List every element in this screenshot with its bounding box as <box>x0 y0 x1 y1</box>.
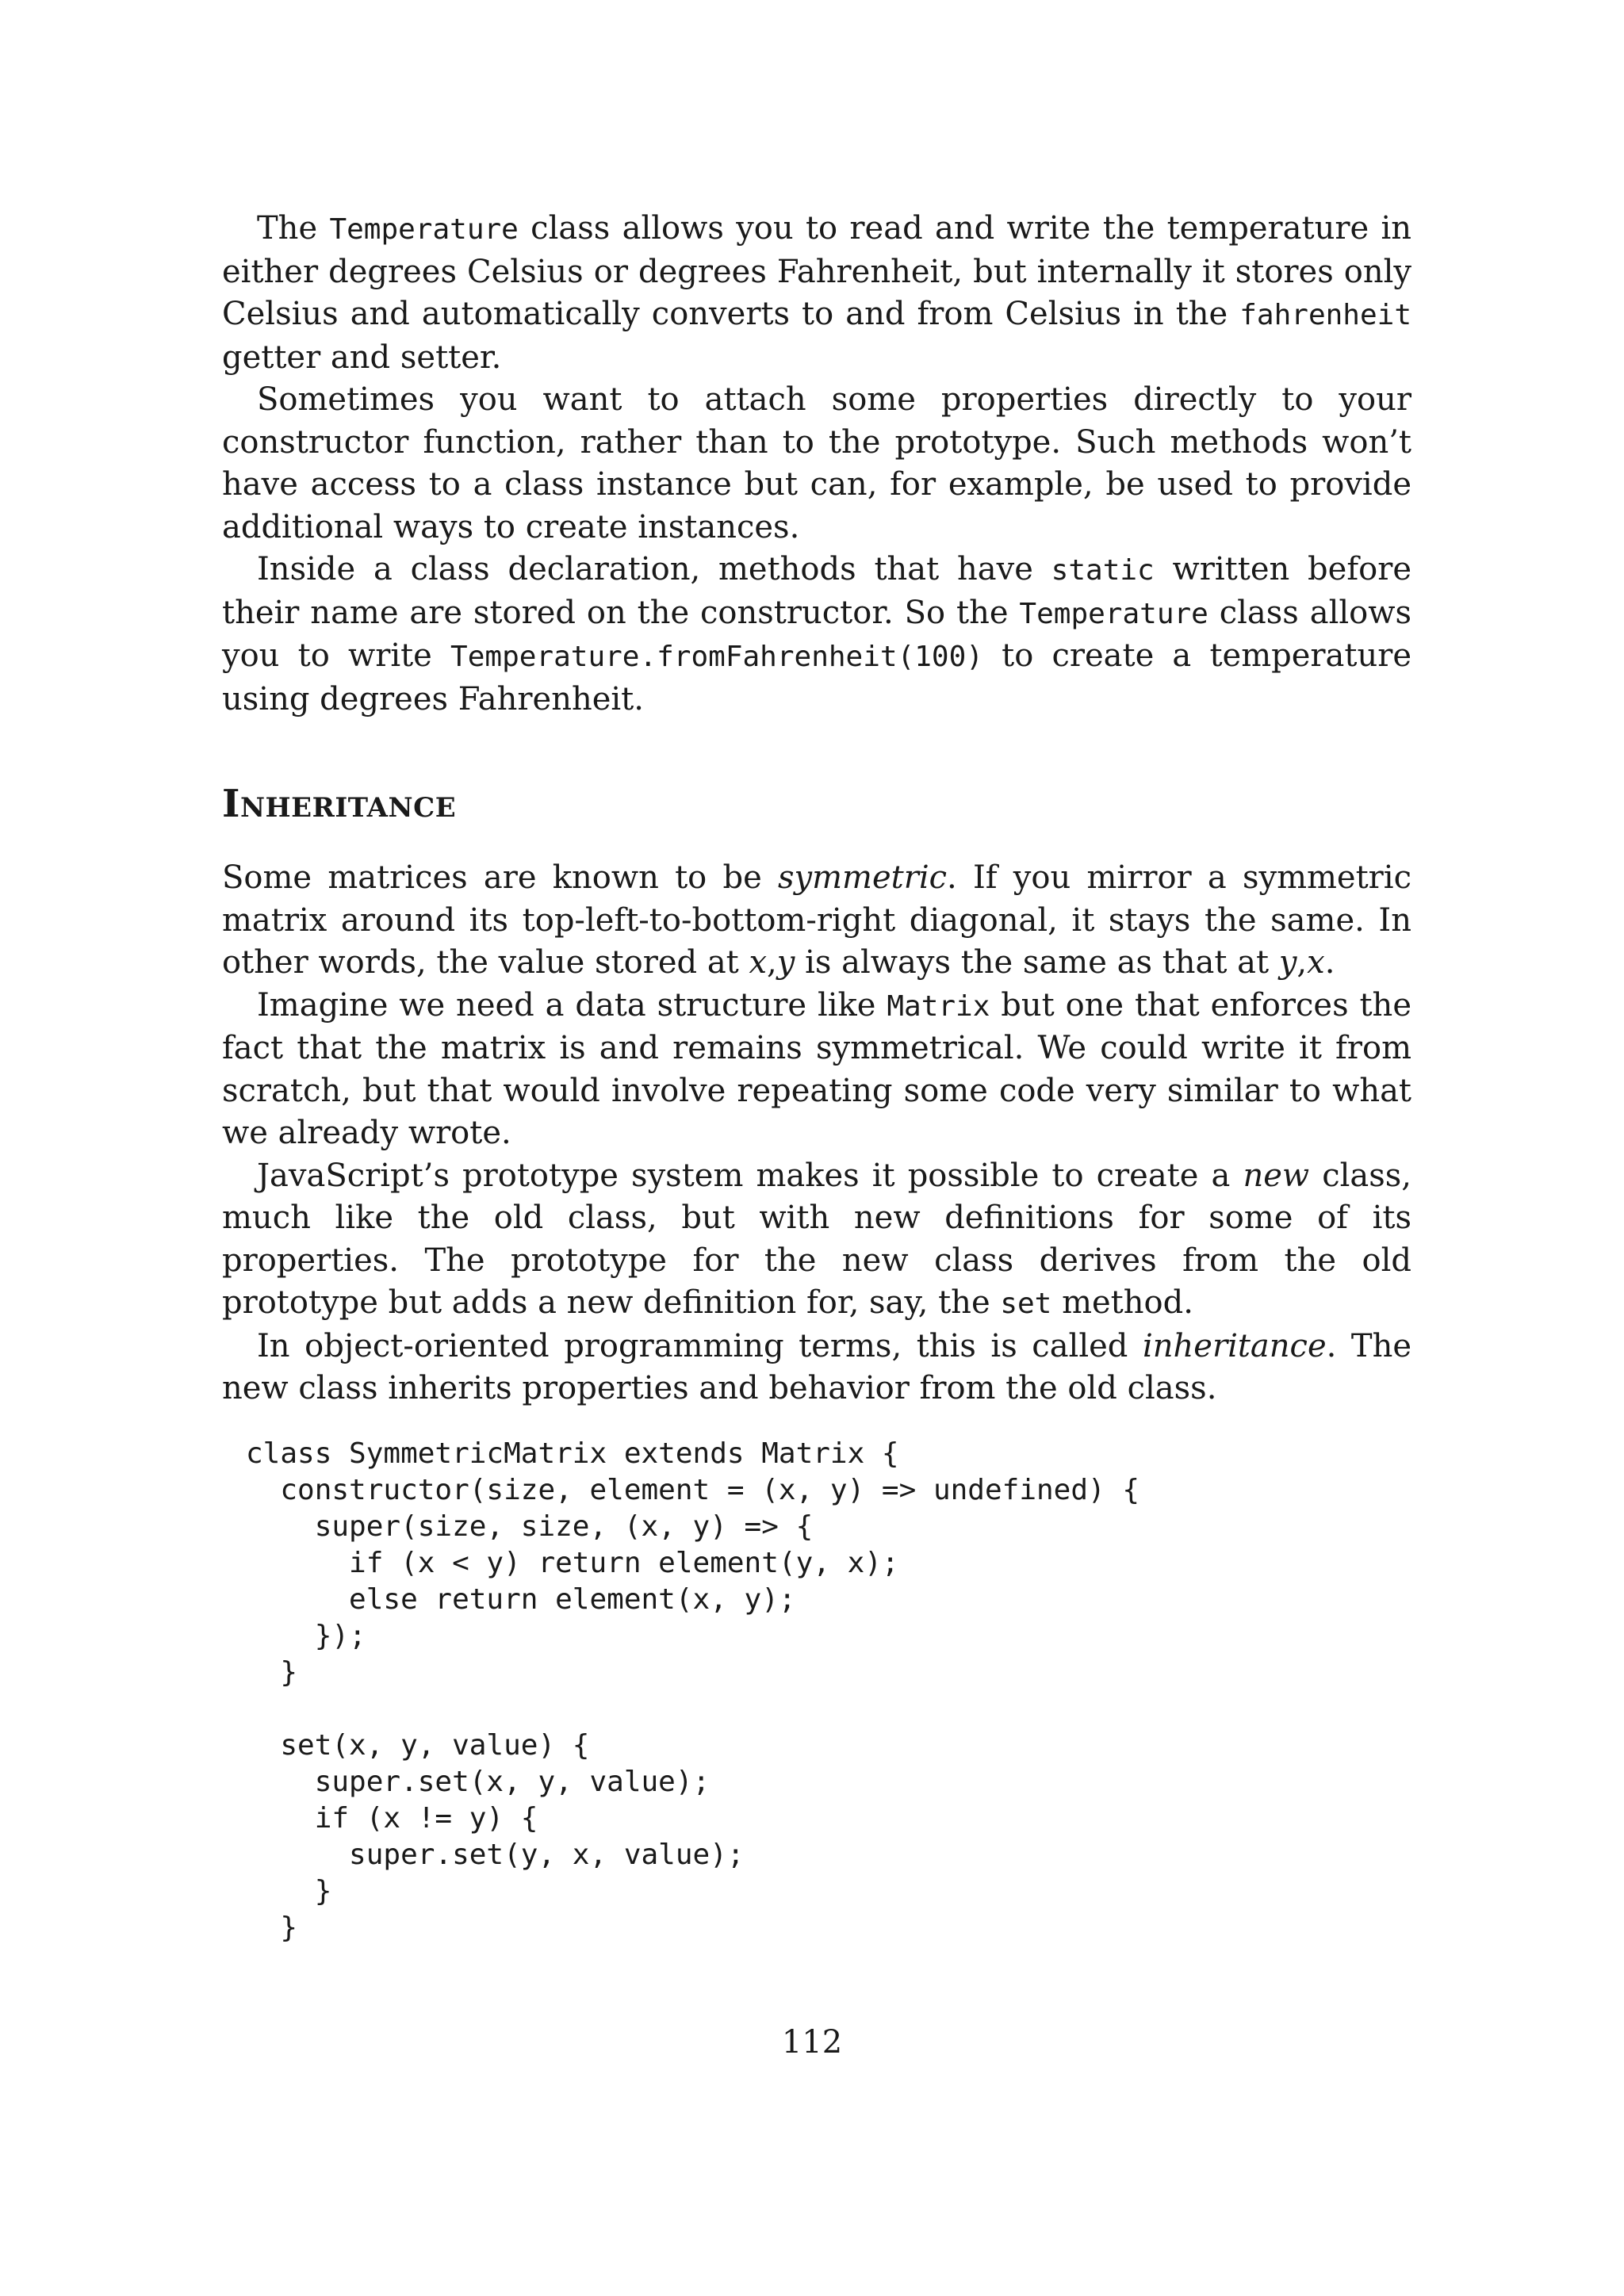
text-run: but one that enforces the fact that the matrix is and remains symmetrical. We could write it from scratch, but that would involve repeating some code very similar to what we already wrote. <box>222 986 1411 1151</box>
code-line: class SymmetricMatrix extends Matrix { <box>246 1437 899 1470</box>
code-line: else return element(x, y); <box>246 1582 796 1616</box>
inline-code: Temperature <box>329 213 519 246</box>
section-paragraphs <box>222 857 1411 1410</box>
paragraph-inheritance-term <box>222 1326 1411 1410</box>
code-line <box>246 1691 1411 1728</box>
inline-code: static <box>1051 554 1155 587</box>
emphasis-text: new <box>1243 1157 1310 1194</box>
text-run: Sometimes you want to attach some properties directly to your constructor function, rather than to the prototype. Such methods won’t have access to a class instance but can, for example, be used to provide additional ways to create instances. <box>222 381 1411 545</box>
text-run: class allows you to read and write the temperature in either degrees Celsius or degrees Fahrenheit, but internally it stores only Celsius and automatically converts to and from Celsius in the <box>222 210 1411 332</box>
text-run: to create a temperature using degrees Fahrenheit. <box>222 637 1412 718</box>
inline-code: set <box>1000 1288 1052 1320</box>
text-run: method. <box>1051 1284 1193 1321</box>
text-run: In object-oriented programming terms, this is called <box>257 1327 1143 1364</box>
text-run: Inside a class declaration, methods that have <box>257 551 1051 587</box>
text-run: Some matrices are known to be <box>222 859 778 896</box>
code-line: if (x < y) return element(y, x); <box>246 1546 899 1579</box>
code-line: }); <box>246 1619 366 1652</box>
code-line: super.set(x, y, value); <box>246 1765 710 1798</box>
page-body <box>222 208 1411 1946</box>
text-run: . <box>1324 944 1335 981</box>
code-line: constructor(size, element = (x, y) => undefined) { <box>246 1473 1140 1506</box>
code-line: set(x, y, value) { <box>246 1728 590 1762</box>
code-block <box>246 1436 1411 1946</box>
emphasis-text: y <box>1278 944 1297 981</box>
emphasis-text: inheritance <box>1142 1327 1327 1364</box>
inline-code: Temperature <box>1019 597 1208 630</box>
code-line: } <box>246 1874 332 1908</box>
text-run: getter and setter. <box>222 339 502 376</box>
intro-paragraphs <box>222 208 1411 721</box>
emphasis-text: x <box>749 944 768 981</box>
code-line: } <box>246 1911 298 1944</box>
text-run: . If you mirror a symmetric matrix around its top-left-to-bottom-right diagonal, it stays the same. In other words, the value stored at <box>222 859 1411 981</box>
page-number: 112 <box>781 2024 843 2061</box>
inline-code: fahrenheit <box>1239 299 1411 331</box>
inline-code: Temperature.fromFahrenheit(100) <box>450 641 983 673</box>
paragraph-temperature-intro <box>222 208 1411 379</box>
code-line: super(size, size, (x, y) => { <box>246 1510 814 1543</box>
paragraph-data-structure <box>222 985 1411 1155</box>
text-run: is always the same as that at <box>795 944 1279 981</box>
code-line: } <box>246 1655 298 1689</box>
inline-code: Matrix <box>887 989 990 1023</box>
paragraph-static-methods <box>222 549 1411 721</box>
text-run: . The new class inherits properties and behavior from the old class. <box>222 1327 1411 1406</box>
text-run: JavaScript’s prototype system makes it possible to create a <box>257 1157 1243 1194</box>
paragraph-prototype-system <box>222 1155 1411 1326</box>
code-line: if (x != y) { <box>246 1801 538 1835</box>
text-run: written before their name are stored on the constructor. So the <box>222 551 1411 631</box>
text-run: class, much like the old class, but with new definitions for some of its properties. The prototype for the new class derives from the old prototype but adds a new definition for, say, the <box>222 1157 1412 1321</box>
section-heading: Inheritance <box>222 782 457 826</box>
text-run: class allows you to write <box>222 594 1411 674</box>
text-run: The <box>257 210 330 247</box>
paragraph-constructor-properties <box>222 379 1411 549</box>
code-line: super.set(y, x, value); <box>246 1838 745 1871</box>
paragraph-symmetric-matrices <box>222 857 1411 985</box>
text-run: , <box>1297 944 1308 981</box>
text-run: Imagine we need a data structure like <box>257 986 887 1024</box>
emphasis-text: x <box>1307 944 1325 981</box>
emphasis-text: symmetric <box>777 859 948 896</box>
emphasis-text: y <box>776 944 795 981</box>
text-run: , <box>767 944 777 981</box>
